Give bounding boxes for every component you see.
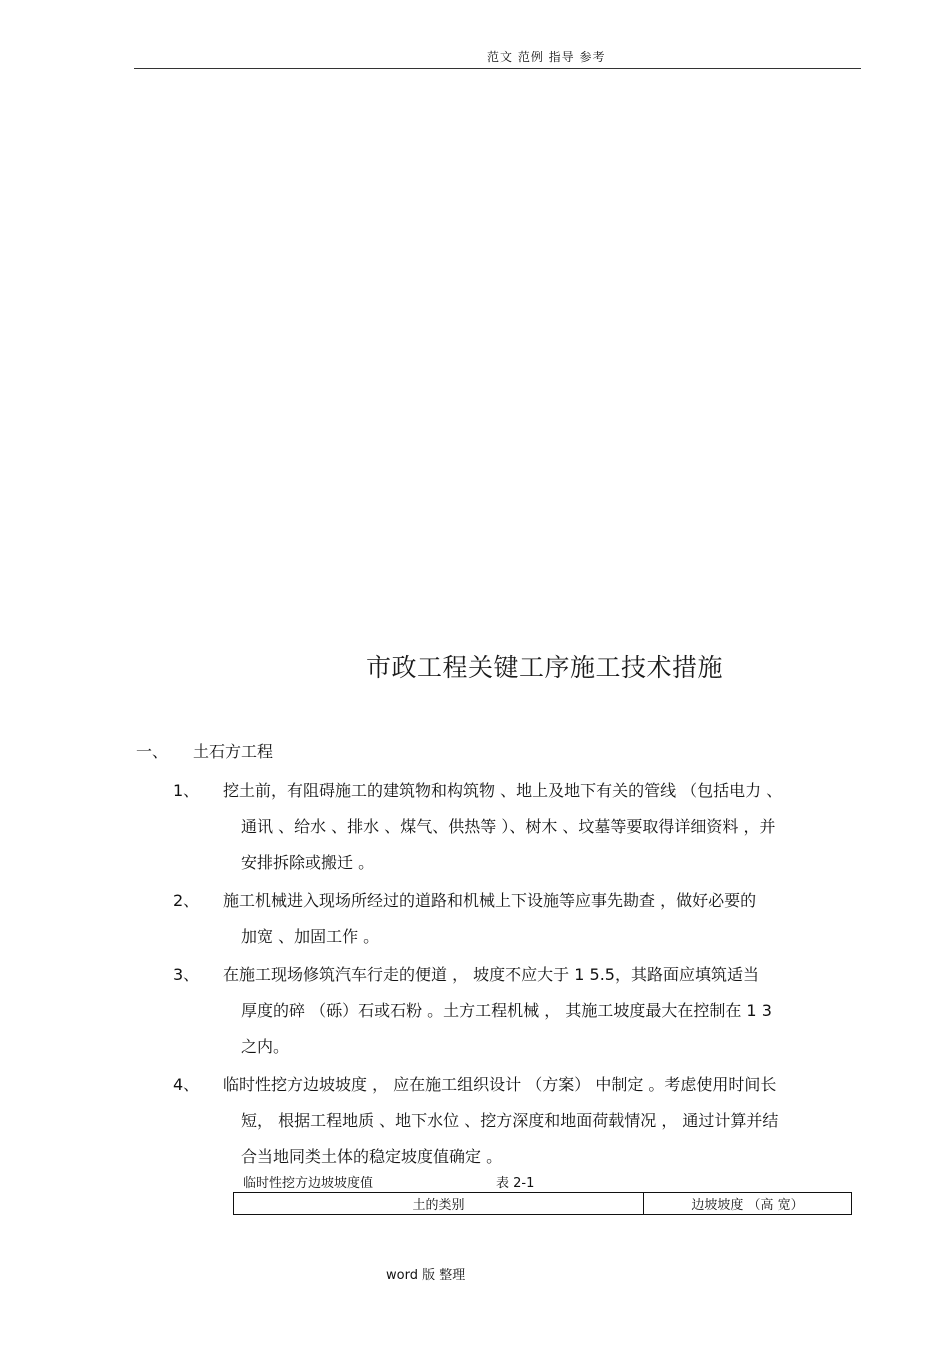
item-line: 安排拆除或搬迁 。 xyxy=(241,853,375,872)
item-line: 加宽 、加固工作 。 xyxy=(241,927,380,946)
table-header-cell: 土的类别 xyxy=(234,1193,644,1214)
item-line: 厚度的碎 （砾）石或石粉 。土方工程机械 ， 其施工坡度最大在控制在 1 3 xyxy=(241,1001,772,1020)
item-number: 2、 xyxy=(173,891,200,910)
section-title: 土石方工程 xyxy=(193,742,274,761)
item-number: 1、 xyxy=(173,781,200,800)
document-title: 市政工程关键工序施工技术措施 xyxy=(366,653,724,682)
item-number: 4、 xyxy=(173,1075,200,1094)
table-header-cell: 边坡坡度 （高 宽） xyxy=(691,1198,804,1213)
item-line: 施工机械进入现场所经过的道路和机械上下设施等应事先勘查 ，做好必要的 xyxy=(223,891,757,910)
page-header: 范文 范例 指导 参考 xyxy=(487,50,606,64)
item-line: 短， 根据工程地质 、地下水位 、挖方深度和地面荷载情况 ， 通过计算并结 xyxy=(241,1111,779,1130)
table-caption: 临时性挖方边坡坡度值 xyxy=(243,1176,374,1191)
item-line: 挖土前，有阻碍施工的建筑物和构筑物 、地上及地下有关的管线 （包括电力 、 xyxy=(223,781,783,800)
table-number: 表 2-1 xyxy=(496,1176,535,1191)
item-line: 之内。 xyxy=(241,1037,290,1056)
item-line: 合当地同类土体的稳定坡度值确定 。 xyxy=(241,1147,503,1166)
item-line: 通讯 、给水 、排水 、煤气、供热等 ）、树木 、坟墓等要取得详细资料 ，并 xyxy=(241,817,776,836)
section-number: 一、 xyxy=(136,742,169,761)
header-divider xyxy=(134,68,861,69)
item-line: 在施工现场修筑汽车行走的便道 ， 坡度不应大于 1 5.5，其路面应填筑适当 xyxy=(223,965,759,984)
slope-table xyxy=(233,1192,852,1215)
page-footer: word 版 整理 xyxy=(386,1268,466,1283)
item-number: 3、 xyxy=(173,965,200,984)
item-line: 临时性挖方边坡坡度 ， 应在施工组织设计 （方案） 中制定 。考虑使用时间长 xyxy=(223,1075,777,1094)
